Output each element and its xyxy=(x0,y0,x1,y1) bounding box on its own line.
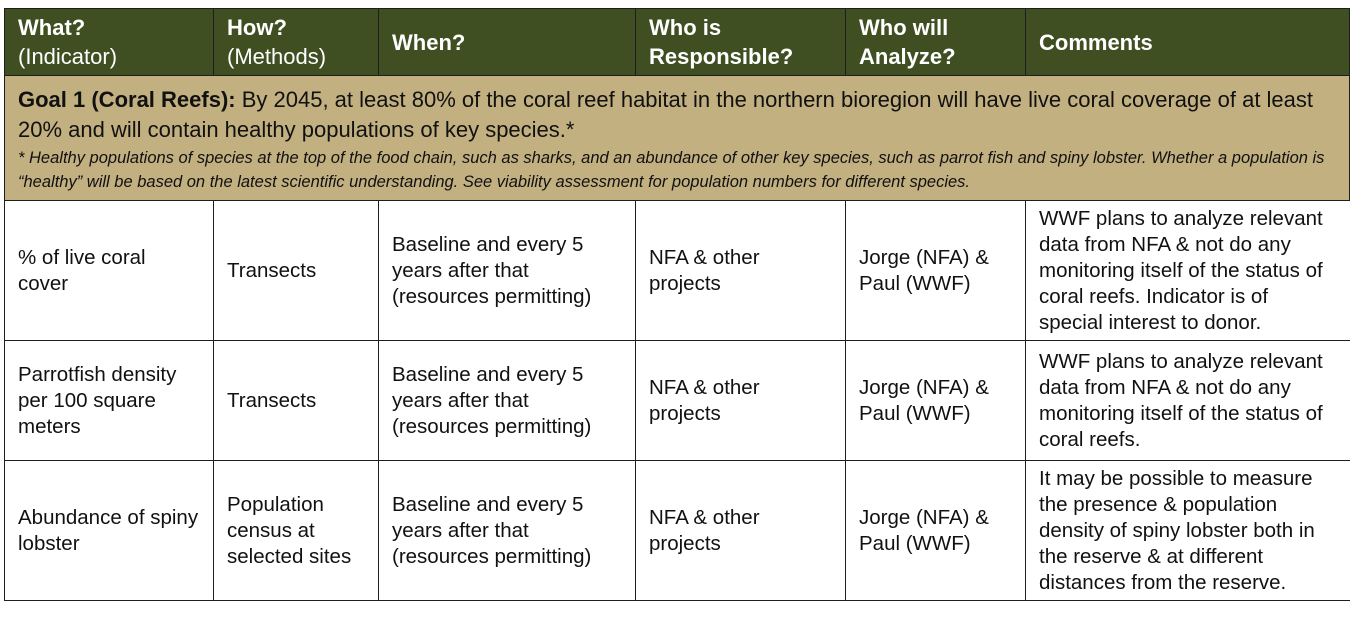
table-row xyxy=(5,201,1350,341)
cell-comments: WWF plans to analyze relevant data from NFA & not do any monitoring itself of the status of coral reefs. xyxy=(1026,341,1350,461)
cell-what: Abundance of spiny lobster xyxy=(5,461,214,601)
header-row xyxy=(5,9,1350,76)
goal-footnote: * Healthy populations of species at the top of the food chain, such as sharks, and an abundance of other key species, such as parrot fish and spiny lobster. Whether a population is “healthy” will be based on the latest scientific understanding. See viability assessment for population numbers for different species. xyxy=(18,149,1325,191)
cell-when: Baseline and every 5 years after that (resources permitting) xyxy=(379,341,636,461)
header-how-sub: (Methods) xyxy=(227,44,327,69)
cell-how: Transects xyxy=(214,341,379,461)
table-row xyxy=(5,341,1350,461)
header-what: What? (Indicator) xyxy=(5,9,214,76)
cell-analyze: Jorge (NFA) & Paul (WWF) xyxy=(846,461,1026,601)
cell-comments: It may be possible to measure the presence & population density of spiny lobster both in the reserve & at different distances from the reserve. xyxy=(1026,461,1350,601)
header-how: How? (Methods) xyxy=(214,9,379,76)
cell-who: NFA & other projects xyxy=(636,201,846,341)
header-what-sub: (Indicator) xyxy=(18,44,118,69)
cell-who: NFA & other projects xyxy=(636,341,846,461)
table-row xyxy=(5,461,1350,601)
goal-statement xyxy=(18,85,1336,145)
cell-how: Population census at selected sites xyxy=(214,461,379,601)
goal-cell xyxy=(5,76,1350,201)
header-comments: Comments xyxy=(1026,9,1350,76)
goal-label: Goal 1 (Coral Reefs): xyxy=(18,87,236,112)
header-when: When? xyxy=(379,9,636,76)
cell-comments: WWF plans to analyze relevant data from NFA & not do any monitoring itself of the status of coral reefs. Indicator is of special interest to donor. xyxy=(1026,201,1350,341)
cell-analyze: Jorge (NFA) & Paul (WWF) xyxy=(846,201,1026,341)
cell-when: Baseline and every 5 years after that (resources permitting) xyxy=(379,201,636,341)
cell-analyze: Jorge (NFA) & Paul (WWF) xyxy=(846,341,1026,461)
cell-when: Baseline and every 5 years after that (resources permitting) xyxy=(379,461,636,601)
goal-text: By 2045, at least 80% of the coral reef habitat in the northern bioregion will have live coral coverage of at least 20% and will contain healthy populations of key species.* xyxy=(18,87,1314,142)
header-who-analyze: Who will Analyze? xyxy=(846,9,1026,76)
monitoring-plan-table xyxy=(4,8,1350,601)
cell-what: Parrotfish density per 100 square meters xyxy=(5,341,214,461)
goal-row xyxy=(5,76,1350,201)
cell-what: % of live coral cover xyxy=(5,201,214,341)
cell-who: NFA & other projects xyxy=(636,461,846,601)
header-who-responsible: Who is Responsible? xyxy=(636,9,846,76)
cell-how: Transects xyxy=(214,201,379,341)
